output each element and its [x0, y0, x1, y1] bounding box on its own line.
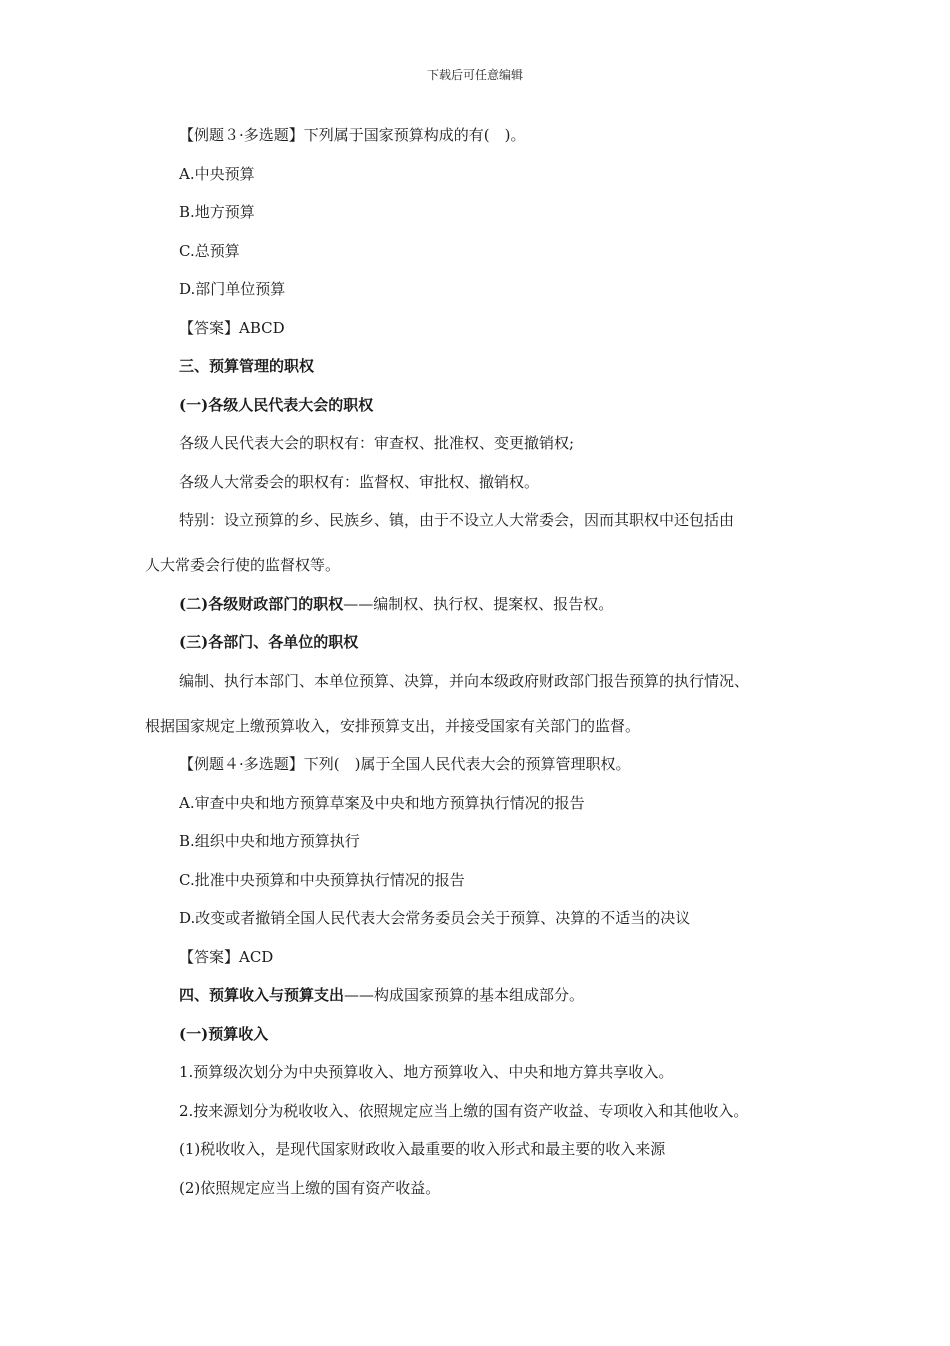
- subsection-3-heading: (三)各部门、各单位的职权: [179, 633, 359, 651]
- paragraph-line: 编制、执行本部门、本单位预算、决算，并向本级政府财政部门报告预算的执行情况、: [179, 672, 750, 690]
- example-3-answer: 【答案】ABCD: [179, 319, 285, 337]
- paragraph-line: 各级人民代表大会的职权有：审查权、批准权、变更撤销权;: [179, 434, 575, 452]
- page-header: 下载后可任意编辑: [426, 68, 523, 82]
- example-4-option-a: A.审查中央和地方预算草案及中央和地方预算执行情况的报告: [179, 794, 585, 812]
- example-4-question: 【例题４·多选题】下列( )属于全国人民代表大会的预算管理职权。: [179, 755, 631, 773]
- subsection-2-heading: (二)各级财政部门的职权: [179, 595, 344, 613]
- list-item: 1.预算级次划分为中央预算收入、地方预算收入、中央和地方算共享收入。: [179, 1063, 674, 1081]
- example-3-option-a: A.中央预算: [179, 165, 255, 183]
- example-3-option-d: D.部门单位预算: [179, 280, 286, 298]
- list-item: 2.按来源划分为税收收入、依照规定应当上缴的国有资产收益、专项收入和其他收入。: [179, 1102, 749, 1120]
- section-4-line: [179, 985, 584, 1005]
- subsection-2-line: [179, 594, 613, 614]
- subsection-1-heading: (一)各级人民代表大会的职权: [179, 396, 374, 414]
- example-4-option-d: D.改变或者撤销全国人民代表大会常务委员会关于预算、决算的不适当的决议: [179, 909, 691, 927]
- example-3-question: 【例题３·多选题】下列属于国家预算构成的有( )。: [179, 126, 526, 144]
- example-3-option-b: B.地方预算: [179, 203, 255, 221]
- paragraph-line-continued: 人大常委会行使的监督权等。: [145, 556, 341, 574]
- paragraph-line: 各级人大常委会的职权有：监督权、审批权、撤销权。: [179, 473, 540, 491]
- paragraph-line: 特别：设立预算的乡、民族乡、镇，由于不设立人大常委会，因而其职权中还包括由: [179, 511, 735, 529]
- list-item: (1)税收收入，是现代国家财政收入最重要的收入形式和最主要的收入来源: [179, 1140, 666, 1158]
- example-4-answer: 【答案】ACD: [179, 948, 274, 966]
- section-3-heading: 三、预算管理的职权: [179, 357, 315, 375]
- example-3-option-c: C.总预算: [179, 242, 240, 260]
- paragraph-line-continued: 根据国家规定上缴预算收入，安排预算支出，并接受国家有关部门的监督。: [145, 717, 641, 735]
- subsection-budget-income-heading: (一)预算收入: [179, 1025, 269, 1043]
- list-item: (2)依照规定应当上缴的国有资产收益。: [179, 1179, 441, 1197]
- example-4-option-b: B.组织中央和地方预算执行: [179, 832, 360, 850]
- subsection-2-text: ——编制权、执行权、提案权、报告权。: [343, 595, 614, 613]
- section-4-text: ——构成国家预算的基本组成部分。: [344, 986, 585, 1004]
- example-4-option-c: C.批准中央预算和中央预算执行情况的报告: [179, 871, 465, 889]
- section-4-heading: 四、预算收入与预算支出: [179, 986, 345, 1004]
